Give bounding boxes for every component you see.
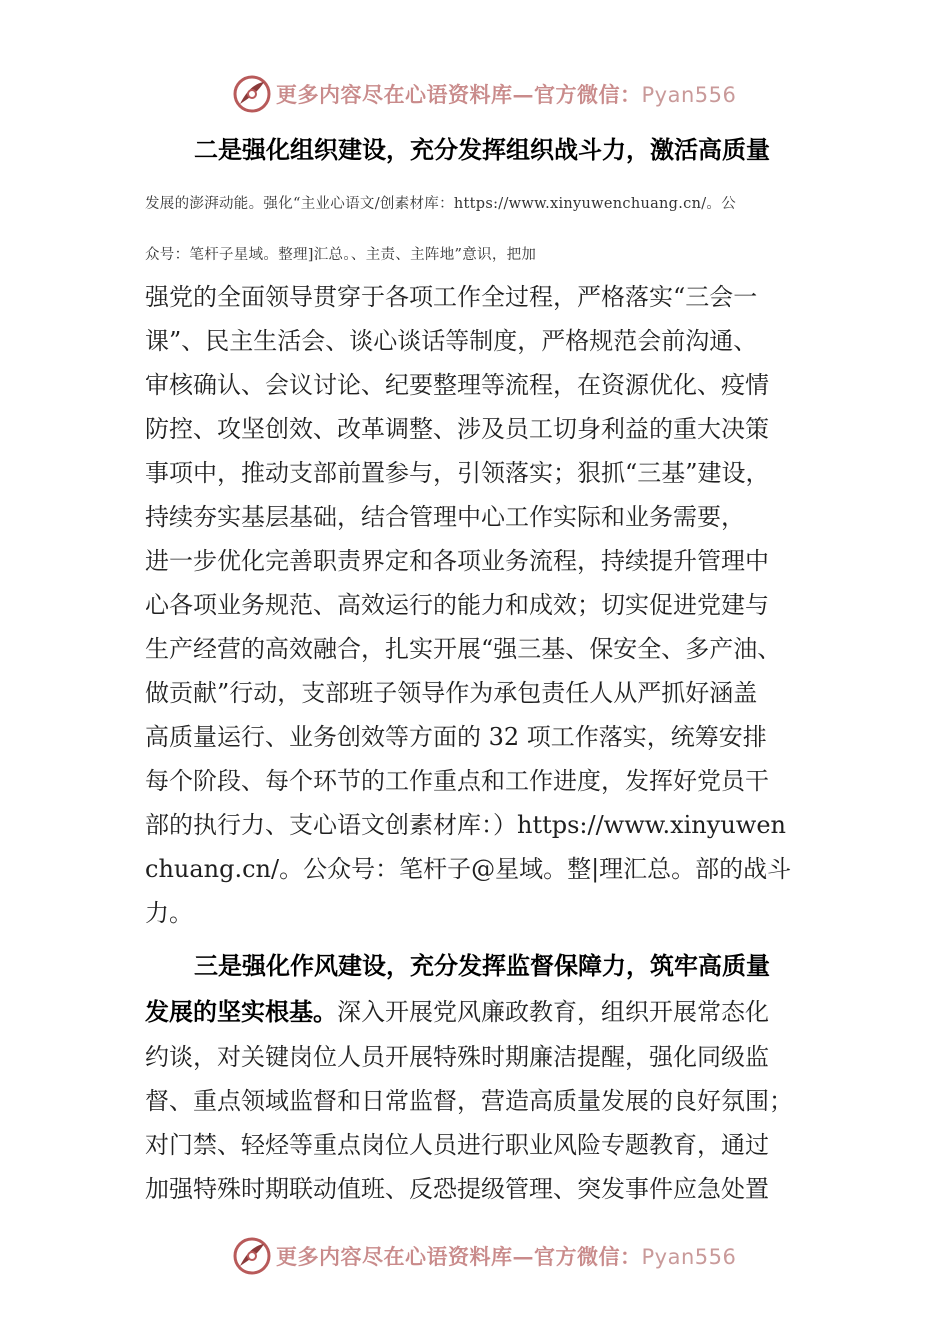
body-line: chuang.cn/。公众号：笔杆子@星域。整|理汇总。部的战斗 [145, 855, 792, 883]
body-line: 审核确认、会议讨论、纪要整理等流程，在资源优化、疫情 [145, 371, 769, 399]
body-line: 约谈，对关键岗位人员开展特殊时期廉洁提醒，强化同级监 [145, 1043, 769, 1071]
section-heading-3: 三是强化作风建设，充分发挥监督保障力，筑牢高质量 [194, 952, 770, 980]
body-line: 加强特殊时期联动值班、反恐提级管理、突发事件应急处置 [145, 1175, 769, 1203]
footer-banner [0, 1234, 950, 1278]
banner-text: 更多内容尽在心语资料库—官方微信：Pyan556 [276, 1244, 737, 1269]
body-line: 督、重点领域监督和日常监督，营造高质量发展的良好氛围； [145, 1087, 793, 1115]
small-line-2: 众号：笔杆子星域。整理]汇总。、主责、主阵地”意识，把加 [145, 247, 537, 263]
body-line: 部的执行力、支心语文创素材库：）https://www.xinyuwen [145, 811, 786, 839]
body-line: 进一步优化完善职责界定和各项业务流程，持续提升管理中 [145, 547, 769, 575]
body-line: 做贡献”行动，支部班子领导作为承包责任人从严抓好涵盖 [145, 679, 758, 707]
body-line: 课”、民主生活会、谈心谈话等制度，严格规范会前沟通、 [145, 327, 758, 355]
body-line: 高质量运行、业务创效等方面的 32 项工作落实，统筹安排 [145, 723, 767, 751]
banner-text: 更多内容尽在心语资料库—官方微信：Pyan556 [276, 82, 737, 107]
logo-icon [232, 74, 272, 114]
body-line: 事项中，推动支部前置参与，引领落实；狠抓“三基”建设， [145, 459, 770, 487]
body-line: 心各项业务规范、高效运行的能力和成效；切实促进党建与 [145, 591, 769, 619]
header-banner [0, 72, 950, 116]
body-line: 持续夯实基层基础，结合管理中心工作实际和业务需要， [145, 503, 745, 531]
body-line: 生产经营的高效融合，扎实开展“强三基、保安全、多产油、 [145, 635, 782, 663]
logo-icon [232, 1236, 272, 1276]
body-line: 力。 [145, 899, 193, 927]
body-line: 每个阶段、每个环节的工作重点和工作进度，发挥好党员干 [145, 767, 769, 795]
heading-3-continuation: 发展的坚实根基。 [145, 998, 337, 1026]
body-line: 强党的全面领导贯穿于各项工作全过程，严格落实“三会一 [145, 283, 758, 311]
section-heading-2: 二是强化组织建设，充分发挥组织战斗力，激活高质量 [194, 136, 770, 164]
body-line: 对门禁、轻烃等重点岗位人员进行职业风险专题教育，通过 [145, 1131, 769, 1159]
body-line: 防控、攻坚创效、改革调整、涉及员工切身利益的重大决策 [145, 415, 769, 443]
para3-first-line [145, 996, 769, 1028]
para3-first-text: 深入开展党风廉政教育，组织开展常态化 [337, 998, 769, 1026]
small-line-1: 发展的澎湃动能。强化“主业心语文/创素材库：https://www.xinyuwenchuang.cn/。公 [145, 196, 737, 212]
